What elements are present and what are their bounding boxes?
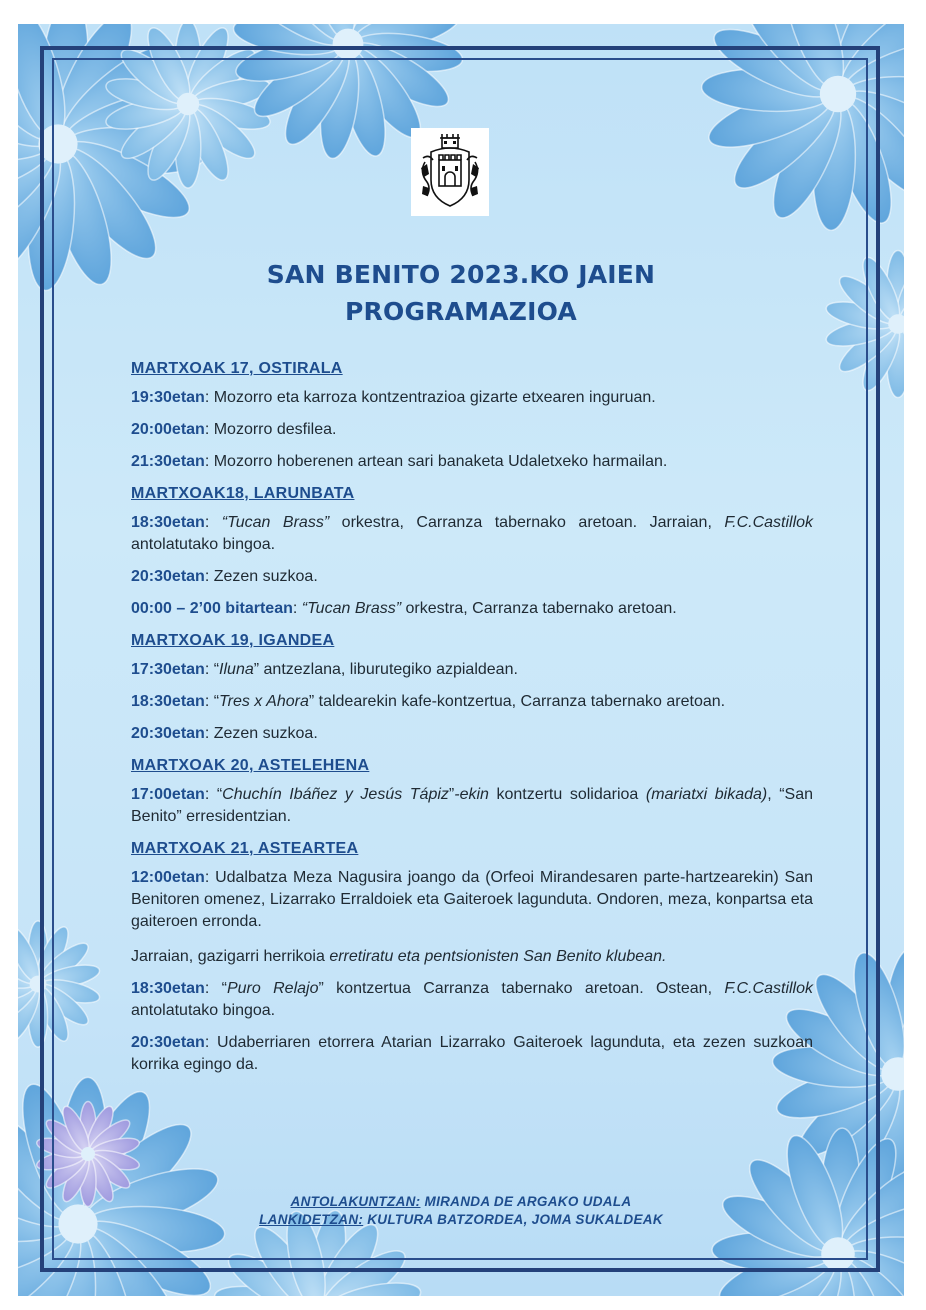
organizer-value: MIRANDA DE ARGAKO UDALA (420, 1194, 632, 1209)
event-time: 18:30etan (131, 693, 205, 710)
event-time: 18:30etan (131, 980, 205, 997)
event-text: : “ (204, 693, 220, 710)
event-text: : Zezen suzkoa. (204, 725, 318, 742)
event-text: : (204, 514, 222, 531)
event-time: 20:00etan (131, 421, 205, 438)
event-item (131, 659, 813, 681)
event-item (131, 598, 813, 620)
event-text: orkestra, Carranza tabernako aretoan. Jarraian, (329, 514, 725, 531)
event-text: orkestra, Carranza tabernako aretoan. (401, 600, 677, 617)
event-text: : (292, 600, 302, 617)
event-item (131, 691, 813, 713)
event-text: : “ (204, 786, 223, 803)
event-text: F.C.Castillok (724, 514, 814, 531)
event-time: 12:00etan (131, 869, 205, 886)
organizer-label: ANTOLAKUNTZAN: (290, 1194, 421, 1209)
page-title: SAN BENITO 2023.KO JAIEN (266, 260, 656, 289)
event-item (131, 566, 813, 588)
event-text: : “ (204, 661, 220, 678)
event-time: 17:30etan (131, 661, 205, 678)
event-text: antolatutako bingoa. (131, 536, 276, 553)
event-item (131, 387, 813, 409)
day-heading: MARTXOAK18, LARUNBATA (131, 485, 355, 502)
day-section (131, 358, 813, 473)
event-text: kontzertu solidarioa (488, 786, 646, 803)
coat-of-arms-icon (411, 128, 489, 216)
event-text: Puro Relajo (226, 980, 319, 997)
day-section (131, 838, 813, 1076)
event-text: : Mozorro desfilea. (204, 421, 337, 438)
event-item (131, 978, 813, 1022)
program-list (131, 358, 813, 1086)
day-section (131, 630, 813, 745)
event-text: Iluna (219, 661, 254, 678)
event-text: (mariatxi bikada) (645, 786, 768, 803)
event-time: 21:30etan (131, 453, 205, 470)
event-text: Chuchín Ibáñez y Jesús Tápiz (222, 786, 449, 803)
event-text: : Mozorro eta karroza kontzentrazioa gizarte etxearen inguruan. (204, 389, 656, 406)
event-item (131, 784, 813, 828)
event-text: : Mozorro hoberenen artean sari banaketa Udaletxeko harmailan. (204, 453, 668, 470)
day-heading: MARTXOAK 20, ASTELEHENA (131, 757, 370, 774)
event-text: “Tucan Brass” (221, 514, 330, 531)
event-time: 17:00etan (131, 786, 205, 803)
day-heading: MARTXOAK 19, IGANDEA (131, 632, 335, 649)
collaborator-label: LANKIDETZAN: (259, 1212, 364, 1227)
event-time: 18:30etan (131, 514, 205, 531)
event-item (131, 419, 813, 441)
organizer-line (18, 1193, 904, 1211)
event-item (131, 512, 813, 556)
event-item (131, 451, 813, 473)
event-item (131, 1032, 813, 1076)
event-note (131, 946, 813, 968)
event-time: 19:30etan (131, 389, 205, 406)
event-text: : Udaberriaren etorrera Atarian Lizarrako Gaiteroek lagunduta, eta zezen suzkoan korrika egingo da. (131, 1034, 813, 1073)
event-text: Jarraian, gazigarri herrikoia (131, 948, 330, 965)
page-subtitle: PROGRAMAZIOA (345, 297, 577, 326)
event-text: erretiratu eta pentsionisten San Benito klubean. (329, 948, 667, 965)
event-text: antolatutako bingoa. (131, 1002, 276, 1019)
event-text: : Udalbatza Meza Nagusira joango da (Orfeoi Mirandesaren parte-hartzearekin) San Benitoren omenez, Lizarrako Erraldoiek eta Gaiteroek lagunduta. Ondoren, meza, konpartsa eta gaiteroen erronda. (131, 869, 813, 930)
collaborator-line (18, 1211, 904, 1229)
event-text: Tres x Ahora (219, 693, 309, 710)
event-text: F.C.Castillok (724, 980, 814, 997)
day-section (131, 483, 813, 620)
day-heading: MARTXOAK 17, OSTIRALA (131, 360, 343, 377)
collaborator-value: KULTURA BATZORDEA, JOMA SUKALDEAK (363, 1212, 663, 1227)
event-text: , “San Benito” erresidentzian. (131, 786, 814, 825)
event-time: 20:30etan (131, 725, 205, 742)
event-text: ” (448, 786, 455, 803)
event-time: 20:30etan (131, 1034, 205, 1051)
poster (18, 24, 904, 1296)
day-section (131, 755, 813, 828)
event-text: -ekin (454, 786, 489, 803)
event-text: ” antzezlana, liburutegiko azpialdean. (253, 661, 518, 678)
event-text: “Tucan Brass” (301, 600, 402, 617)
day-heading: MARTXOAK 21, ASTEARTEA (131, 840, 359, 857)
event-item (131, 867, 813, 933)
event-text: ” taldearekin kafe-kontzertua, Carranza tabernako aretoan. (308, 693, 726, 710)
event-item (131, 723, 813, 745)
event-text: ” kontzertua Carranza tabernako aretoan. Ostean, (318, 980, 725, 997)
event-text: : Zezen suzkoa. (204, 568, 318, 585)
event-text: : “ (204, 980, 227, 997)
event-time: 00:00 – 2’00 bitartean (131, 600, 293, 617)
event-time: 20:30etan (131, 568, 205, 585)
